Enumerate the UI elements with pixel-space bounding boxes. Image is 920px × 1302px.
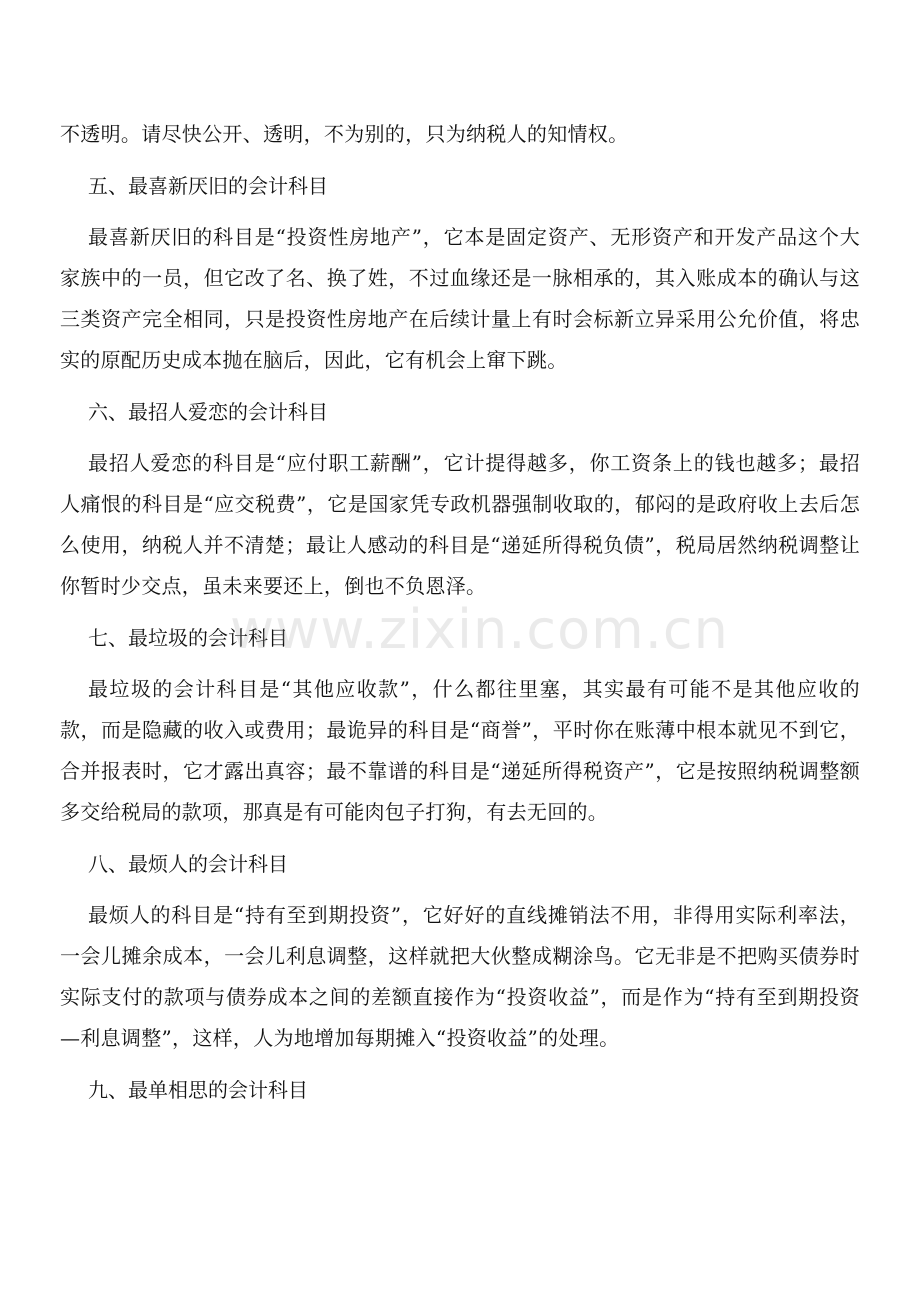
document-body [60,114,860,1115]
paragraph-section-6: 最招人爱恋的科目是“应付职工薪酬”，它计提得越多，你工资条上的钱也越多；最招人痛恨的科目是“应交税费”，它是国家凭专政机器强制收取的，郁闷的是政府收上去后怎么使用，纳税人并不清楚；最让人感动的科目是“递延所得税负债”，税局居然纳税调整让你暂时少交点，虽未来要还上，倒也不负恩泽。 [60,451,860,598]
paragraph-section-8: 最烦人的科目是“持有至到期投资”，它好好的直线摊销法不用，非得用实际利率法，一会儿摊余成本，一会儿利息调整，这样就把大伙整成糊涂鸟。它无非是不把购买债券时实际支付的款项与债券成本之间的差额直接作为“投资收益”，而是作为“持有至到期投资—利息调整”，这样，人为地增加每期摊入“投资收益”的处理。 [60,903,860,1050]
section-heading-7: 七、最垃圾的会计科目 [88,626,288,650]
watermark: www.zixin.com.cn [230,598,729,661]
paragraph-section-5: 最喜新厌旧的科目是“投资性房地产”，它本是固定资产、无形资产和开发产品这个大家族中的一员，但它改了名、换了姓，不过血缘还是一脉相承的，其入账成本的确认与这三类资产完全相同，只是投资性房地产在后续计量上有时会标新立异采用公允价值，将忠实的原配历史成本抛在脑后，因此，它有机会上窜下跳。 [60,225,860,372]
section-heading-9: 九、最单相思的会计科目 [88,1078,308,1102]
paragraph-section-7: 最垃圾的会计科目是“其他应收款”，什么都往里塞，其实最有可能不是其他应收的款，而是隐藏的收入或费用；最诡异的科目是“商誉”，平时你在账薄中根本就见不到它，合并报表时，它才露出真容；最不靠谱的科目是“递延所得税资产”，它是按照纳税调整额多交给税局的款项，那真是有可能肉包子打狗，有去无回的。 [60,677,860,824]
section-heading-8: 八、最烦人的会计科目 [88,852,288,876]
section-heading-6: 六、最招人爱恋的会计科目 [88,400,328,424]
section-heading-5: 五、最喜新厌旧的会计科目 [88,174,328,198]
paragraph-continuation: 不透明。请尽快公开、透明，不为别的，只为纳税人的知情权。 [60,122,629,146]
